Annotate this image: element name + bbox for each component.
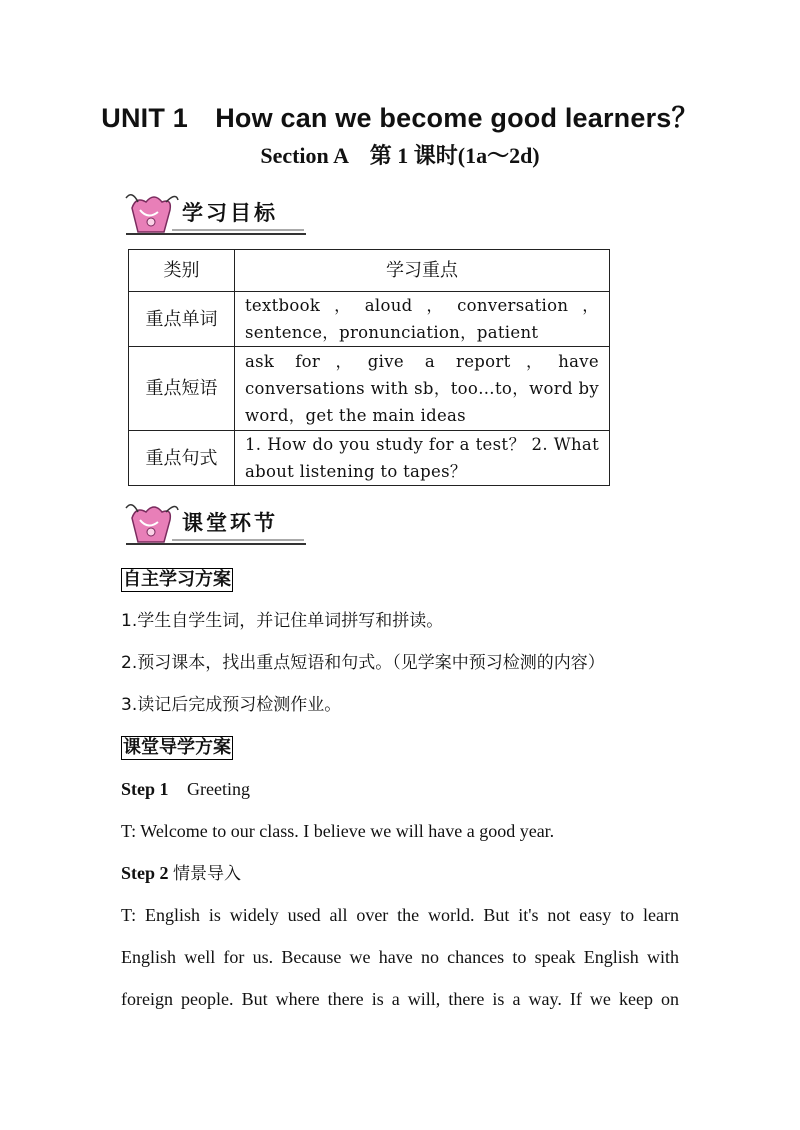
page-subtitle: Section A 第 1 课时(1a～2d) bbox=[260, 143, 540, 168]
class-guide-heading: 课堂导学方案 bbox=[123, 737, 231, 758]
self-study-item-3: 3.读记后完成预习检测作业。 bbox=[121, 695, 342, 715]
classroom-banner bbox=[118, 500, 310, 550]
table-row bbox=[129, 431, 610, 486]
step-2-text: 情景导入 bbox=[173, 864, 242, 884]
goals-banner bbox=[118, 190, 310, 240]
self-study-heading: 自主学习方案 bbox=[123, 569, 231, 590]
step-2-line bbox=[121, 862, 679, 885]
step-1-dialogue: T: Welcome to our class. I believe we will have a good year. bbox=[121, 821, 555, 841]
self-study-item-2: 2.预习课本，找出重点短语和句式。（见学案中预习检测的内容） bbox=[121, 653, 605, 673]
page-title: UNIT 1 How can we become good learners？ bbox=[101, 103, 699, 133]
row-content: textbook，aloud，conversation，sentence，pronunciation，patient bbox=[235, 292, 610, 347]
row-category: 重点单词 bbox=[129, 292, 235, 347]
step-1-line bbox=[121, 778, 679, 800]
step-2-label: Step 2 bbox=[121, 863, 169, 883]
row-content: 1. How do you study for a test？ 2. What about listening to tapes？ bbox=[235, 431, 610, 486]
row-category: 重点短语 bbox=[129, 347, 235, 431]
step-2-paragraph-line-1: T: English is widely used all over the world. But it's not easy to learn bbox=[121, 905, 679, 925]
table-row bbox=[129, 292, 610, 347]
header-category: 类别 bbox=[129, 250, 235, 292]
self-study-item-1: 1.学生自学生词，并记住单词拼写和拼读。 bbox=[121, 611, 444, 631]
row-category: 重点句式 bbox=[129, 431, 235, 486]
header-focus: 学习重点 bbox=[235, 250, 610, 292]
row-content: ask for，give a report，have conversations with sb，too…to，word by word，get the main ideas bbox=[235, 347, 610, 431]
step-2-paragraph-line-3: foreign people. But where there is a will, there is a way. If we keep on bbox=[121, 989, 679, 1009]
step-1-label: Step 1 bbox=[121, 779, 169, 799]
table-header-row bbox=[129, 250, 610, 292]
goals-table bbox=[128, 249, 610, 486]
goals-banner-label: 学习目标 bbox=[182, 201, 278, 225]
step-2-paragraph-line-2: English well for us. Because we have no chances to speak English with bbox=[121, 947, 679, 967]
step-1-text: Greeting bbox=[187, 779, 250, 799]
table-row bbox=[129, 347, 610, 431]
classroom-banner-label: 课堂环节 bbox=[182, 511, 278, 535]
